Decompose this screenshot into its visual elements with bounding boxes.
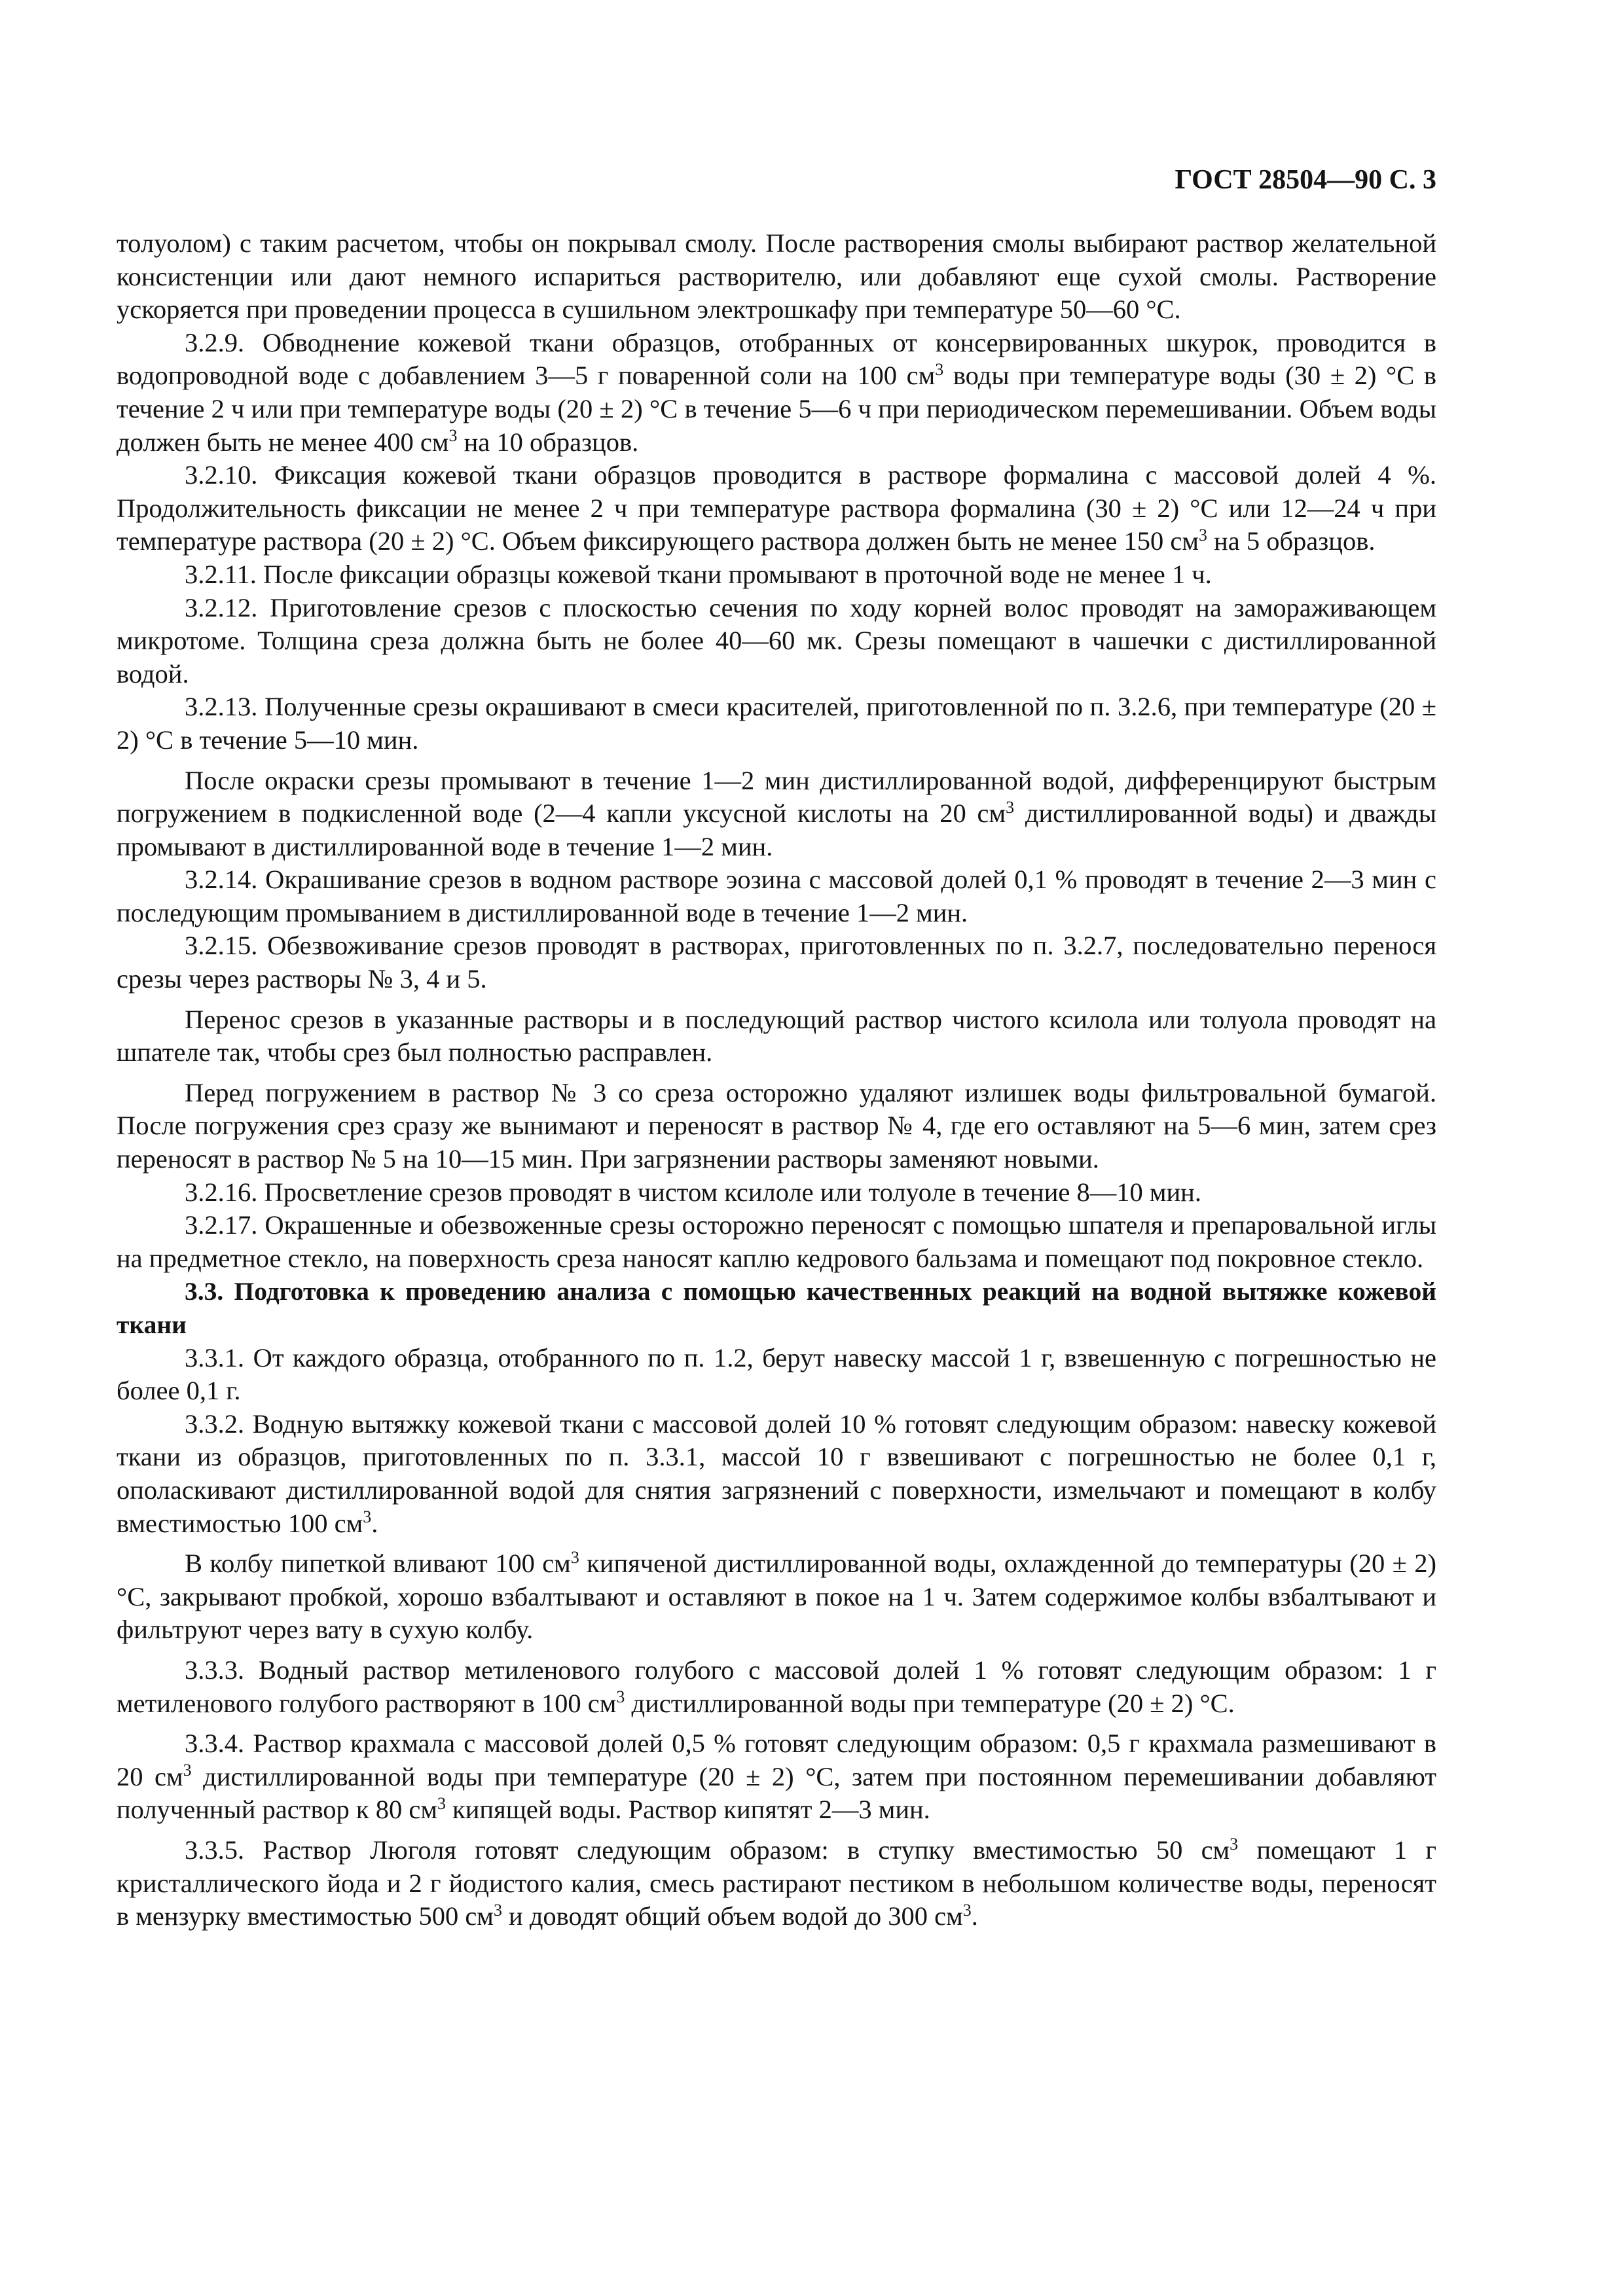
paragraph [117,1176,1436,1210]
text-run: и доводят общий объем водой до 300 см [501,1901,963,1931]
text-run: кипяченой дистиллированной воды, охлажденной до температуры (20 ± 2) °С, закрывают пробкой, хорошо взбалтывают и оставляют в покое на 1 ч. Затем содержимое колбы взбалтывают и фильтруют через вату в сухую колбу. [117,1549,1436,1645]
text-run: 3.2.11. После фиксации образцы кожевой ткани промывают в проточной воде не менее 1 ч. [185,559,1212,589]
document-page [117,0,1436,2296]
text-run: . [371,1508,378,1538]
superscript: 3 [183,1761,192,1780]
text-run: дистиллированной воды при температуре (20 ± 2) °С, затем при постоянном перемешивании добавляют полученный раствор к 80 см [117,1761,1437,1825]
paragraph [117,1727,1436,1827]
text-run: на 10 образцов. [457,427,639,457]
paragraph [117,459,1436,558]
text-run: 3.2.17. Окрашенные и обезвоженные срезы осторожно переносят с помощью шпателя и препаровальной иглы на предметное стекло, на поверхность среза наносят каплю кедрового бальзама и помещают под покровное стекло. [117,1210,1436,1273]
text-run: В колбу пипеткой вливают 100 см [185,1549,571,1579]
text-run: 3.2.9. Обводнение кожевой ткани образцов, отобранных от консервированных шкурок, проводится в водопроводной воде с добавлением 3—5 г поваренной соли на 100 см [117,327,1436,391]
superscript: 3 [962,1900,972,1920]
text-run: 3.3.2. Водную вытяжку кожевой ткани с массовой долей 10 % готовят следующим образом: навеску кожевой ткани из образцов, приготовленных по п. 3.3.1, массой 10 г взвешивают с погрешностью не более 0,1 г, ополаскивают дистиллированной водой для снятия загрязнений с поверхности, измельчают и помещают в колбу вместимостью 100 см [117,1408,1436,1538]
paragraph [117,1342,1436,1408]
text-run: помещают 1 г кристаллического йода и 2 г йодистого калия, смесь растирают пестиком в небольшом количестве воды, переносят в мензурку вместимостью 500 см [117,1835,1436,1931]
paragraph [117,929,1436,996]
text-run: воды при температуре воды (30 ± 2) °С в течение 2 ч или при температуре воды (20 ± 2) °С в течение 5—6 ч при периодическом перемешивании. Объем воды должен быть не менее 400 см [117,361,1437,457]
paragraph [117,558,1436,592]
text-run: дистиллированной воды при температуре (20 ± 2) °С. [625,1688,1235,1718]
paragraph [117,227,1436,327]
text-run: 3.2.14. Окрашивание срезов в водном растворе эозина с массовой долей 0,1 % проводят в течение 2—3 мин с последующим промыванием в дистиллированной воде в течение 1—2 мин. [117,865,1436,927]
superscript: 3 [570,1547,579,1567]
paragraph [117,1547,1436,1647]
superscript: 3 [1230,1834,1239,1854]
paragraph [117,1654,1436,1720]
paragraph [117,764,1436,864]
text-run: 3.3.1. От каждого образца, отобранного по п. 1.2, берут навеску массой 1 г, взвешенную с погрешностью не более 0,1 г. [117,1342,1436,1406]
superscript: 3 [1198,526,1207,545]
text-run: 3.2.16. Просветление срезов проводят в чистом ксилоле или толуоле в течение 8—10 мин. [185,1177,1201,1207]
document-body [117,227,1436,1933]
paragraph [117,863,1436,929]
text-run: 3.2.12. Приготовление срезов с плоскостью сечения по ходу корней волос проводят на замораживающем микротоме. Толщина среза должна быть не более 40—60 мк. Срезы помещают в чашечки с дистиллированной водой. [117,592,1436,689]
text-run: Перед погружением в раствор № 3 со среза осторожно удаляют излишек воды фильтровальной бумагой. После погружения срез сразу же вынимают и переносят в раствор № 4, где его оставляют на 5—6 мин, затем срез переносят в раствор № 5 на 10—15 мин. При загрязнении растворы заменяют новыми. [117,1077,1436,1174]
paragraph [117,1408,1436,1540]
paragraph [117,592,1436,691]
text-run: 3.3. Подготовка к проведению анализа с помощью качественных реакций на водной вытяжке кожевой ткани [117,1277,1436,1339]
paragraph [117,1209,1436,1275]
paragraph [117,1003,1436,1069]
superscript: 3 [1006,797,1015,817]
text-run: 3.3.4. Раствор крахмала с массовой долей 0,5 % готовят следующим образом: 0,5 г крахмала размешивают в 20 см [117,1729,1436,1791]
paragraph [117,1077,1436,1176]
text-run: толуолом) с таким расчетом, чтобы он покрывал смолу. После растворения смолы выбирают раствор желательной консистенции или дают немного испариться растворителю, или добавляют еще сухой смолы. Растворение ускоряется при проведении процесса в сушильном электрошкафу при температуре 50—60 °С. [117,228,1436,325]
text-run: 3.2.15. Обезвоживание срезов проводят в растворах, приготовленных по п. 3.2.7, последовательно перенося срезы через растворы № 3, 4 и 5. [117,931,1436,994]
superscript: 3 [935,360,944,380]
superscript: 3 [616,1687,625,1707]
text-run: . [971,1901,978,1931]
text-run: После окраски срезы промывают в течение 1—2 мин дистиллированной водой, дифференцируют быстрым погружением в подкисленной воде (2—4 капли уксусной кислоты на 20 см [117,765,1436,829]
text-run: 3.3.3. Водный раствор метиленового голубого с массовой долей 1 % готовят следующим образом: 1 г метиленового голубого растворяют в 100 см [117,1655,1436,1718]
text-run: кипящей воды. Раствор кипятят 2—3 мин. [445,1795,930,1825]
paragraph [117,691,1436,757]
section-heading [117,1275,1436,1341]
text-run: на 5 образцов. [1207,526,1376,556]
page-header: ГОСТ 28504—90 С. 3 [1175,165,1436,195]
superscript: 3 [493,1900,502,1920]
text-run: 3.3.5. Раствор Люголя готовят следующим образом: в ступку вместимостью 50 см [185,1835,1230,1865]
paragraph [117,1834,1436,1933]
superscript: 3 [448,426,458,446]
superscript: 3 [437,1794,446,1814]
text-run: 3.2.13. Полученные срезы окрашивают в смеси красителей, приготовленной по п. 3.2.6, при температуре (20 ± 2) °С в течение 5—10 мин. [117,692,1436,755]
text-run: Перенос срезов в указанные растворы и в последующий раствор чистого ксилола или толуола проводят на шпателе так, чтобы срез был полностью расправлен. [117,1004,1436,1067]
superscript: 3 [363,1507,372,1527]
paragraph [117,327,1436,459]
text-run: 3.2.10. Фиксация кожевой ткани образцов проводится в растворе формалина с массовой долей 4 %. Продолжительность фиксации не менее 2 ч при температуре раствора формалина (30 ± 2) °С или 12—24 ч при температуре раствора (20 ± 2) °С. Объем фиксирующего раствора должен быть не менее 150 см [117,460,1436,556]
text-run: дистиллированной воды) и дважды промывают в дистиллированной воде в течение 1—2 мин. [117,798,1436,861]
